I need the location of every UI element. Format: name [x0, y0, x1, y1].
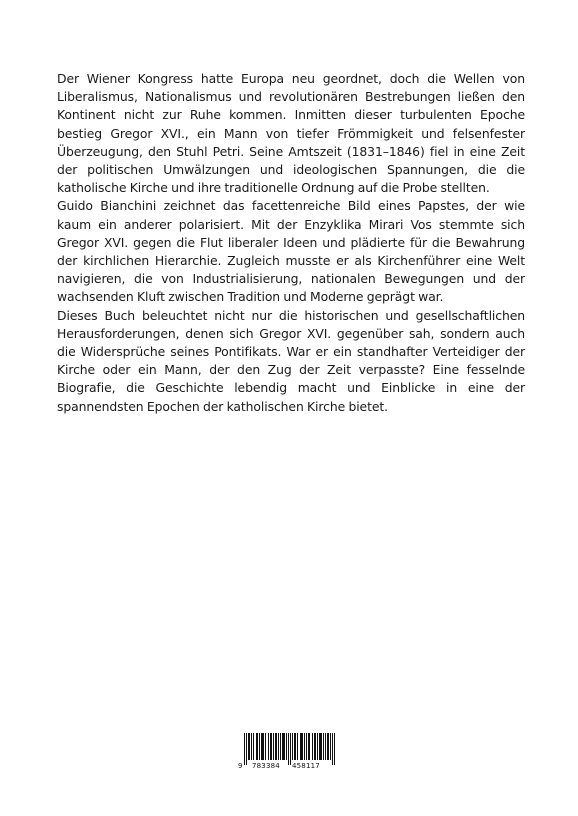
description-paragraph-1: Der Wiener Kongress hatte Europa neu geordnet, doch die Wellen von Liberalismus, Nationalismus und revolutionären Bestrebungen ließen den Kontinent nicht zur Ruhe kommen. Inmitten dieser turbulenten Epoche bestieg Gregor XVI., ein Mann von tiefer Frömmigkeit und felsenfester Überzeugung, den Stuhl Petri. Seine Amtszeit (1831–1846) fiel in eine Zeit der politischen Umwälzungen und ideologischen Spannungen, die die katholische Kirche und ihre traditionelle Ordnung auf die Probe stellten. — [57, 71, 525, 196]
isbn-barcode — [238, 733, 344, 773]
barcode-first-digit: 9 — [238, 762, 243, 770]
description-paragraph-3: Dieses Buch beleuchtet nicht nur die historischen und gesellschaftlichen Herausforderungen, denen sich Gregor XVI. gegenüber sah, sondern auch die Widersprüche seines Pontifikats. War er ein standhafter Verteidiger der Kirche oder ein Mann, der den Zug der Zeit verpasste? Eine fesselnde Biografie, die Geschichte lebendig macht und Einblicke in eine der spannendsten Epochen der katholischen Kirche bietet. — [57, 307, 525, 414]
barcode-left-digits: 783384 — [252, 762, 280, 770]
description-paragraph-2: Guido Bianchini zeichnet das facettenreiche Bild eines Papstes, der wie kaum ein anderer polarisiert. Mit der Enzyklika Mirari Vos stemmte sich Gregor XVI. gegen die Flut liberaler Ideen und plädierte für die Bewahrung der kirchlichen Hierarchie. Zugleich musste er als Kirchenführer eine Welt navigieren, die von Industrialisierung, nationalen Bewegungen und der wachsenden Kluft zwischen Tradition und Moderne geprägt war. — [57, 198, 525, 305]
book-description — [57, 70, 525, 416]
barcode-right-digits: 458117 — [292, 762, 320, 770]
